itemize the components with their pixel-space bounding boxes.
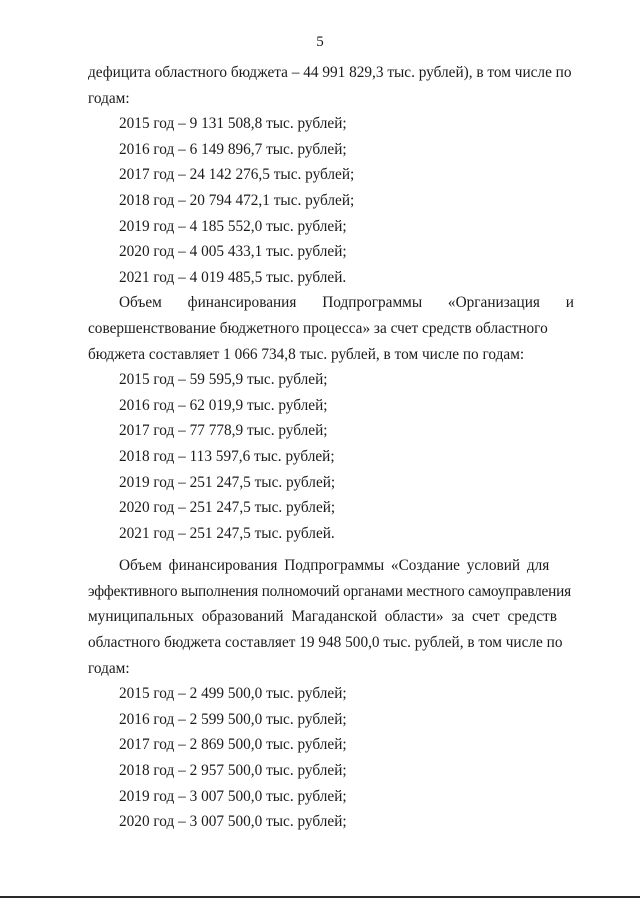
paragraph-line: муниципальных образований Магаданской области» за счет средств: [88, 608, 557, 626]
subprogram-budget-process-paragraph: [88, 290, 574, 367]
list-item: 2017 год – 77 778,9 тыс. рублей;: [119, 422, 328, 440]
word: финансирования: [187, 294, 297, 312]
list-item: 2021 год – 251 247,5 тыс. рублей.: [119, 524, 335, 542]
word: «Организация: [447, 294, 540, 312]
local-government-year-list: [88, 681, 574, 835]
deficit-year-list: [88, 111, 574, 290]
document-body: [88, 60, 574, 835]
paragraph-line: [88, 290, 574, 316]
list-item: 2018 год – 2 957 500,0 тыс. рублей;: [119, 762, 347, 780]
list-item: 2015 год – 59 595,9 тыс. рублей;: [119, 371, 328, 389]
list-item: 2016 год – 6 149 896,7 тыс. рублей;: [119, 140, 347, 158]
paragraph-line: эффективного выполнения полномочий органами местного самоуправления: [88, 582, 571, 600]
list-item: 2017 год – 24 142 276,5 тыс. рублей;: [119, 166, 355, 184]
list-item: 2016 год – 62 019,9 тыс. рублей;: [119, 396, 328, 414]
list-item: 2018 год – 20 794 472,1 тыс. рублей;: [119, 191, 355, 209]
list-item: 2020 год – 4 005 433,1 тыс. рублей;: [119, 243, 347, 261]
spacer: [88, 546, 574, 553]
page-bottom-border: [0, 896, 640, 898]
paragraph-line-text: дефицита областного бюджета – 44 991 829,3 тыс. рублей), в том числе по: [88, 64, 572, 81]
list-item: 2015 год – 2 499 500,0 тыс. рублей;: [119, 685, 347, 703]
budget-process-year-list: [88, 367, 574, 546]
paragraph-line: совершенствование бюджетного процесса» за счет средств областного: [88, 319, 548, 337]
word: и: [565, 294, 574, 312]
word: Подпрограммы: [322, 294, 423, 312]
word: Объем: [119, 294, 162, 312]
list-item: 2017 год – 2 869 500,0 тыс. рублей;: [119, 736, 347, 754]
paragraph-line: областного бюджета составляет 19 948 500,0 тыс. рублей, в том числе по: [88, 634, 563, 652]
list-item: 2020 год – 3 007 500,0 тыс. рублей;: [119, 813, 347, 831]
list-item: 2021 год – 4 019 485,5 тыс. рублей.: [119, 268, 347, 286]
paragraph-line: годам:: [88, 659, 130, 677]
paragraph-line: бюджета составляет 1 066 734,8 тыс. рублей, в том числе по годам:: [88, 345, 525, 363]
subprogram-local-government-paragraph: [88, 553, 574, 681]
list-item: 2020 год – 251 247,5 тыс. рублей;: [119, 499, 336, 517]
paragraph-line: [88, 60, 574, 86]
list-item: 2019 год – 251 247,5 тыс. рублей;: [119, 473, 336, 491]
list-item: 2019 год – 3 007 500,0 тыс. рублей;: [119, 787, 347, 805]
page-number: 5: [316, 34, 324, 50]
deficit-paragraph: [88, 60, 574, 111]
paragraph-line: годам:: [88, 89, 130, 107]
list-item: 2019 год – 4 185 552,0 тыс. рублей;: [119, 217, 347, 235]
paragraph-line: Объем финансирования Подпрограммы «Создание условий для: [119, 557, 550, 575]
list-item: 2018 год – 113 597,6 тыс. рублей;: [119, 447, 335, 465]
list-item: 2016 год – 2 599 500,0 тыс. рублей;: [119, 710, 347, 728]
list-item: 2015 год – 9 131 508,8 тыс. рублей;: [119, 115, 347, 133]
